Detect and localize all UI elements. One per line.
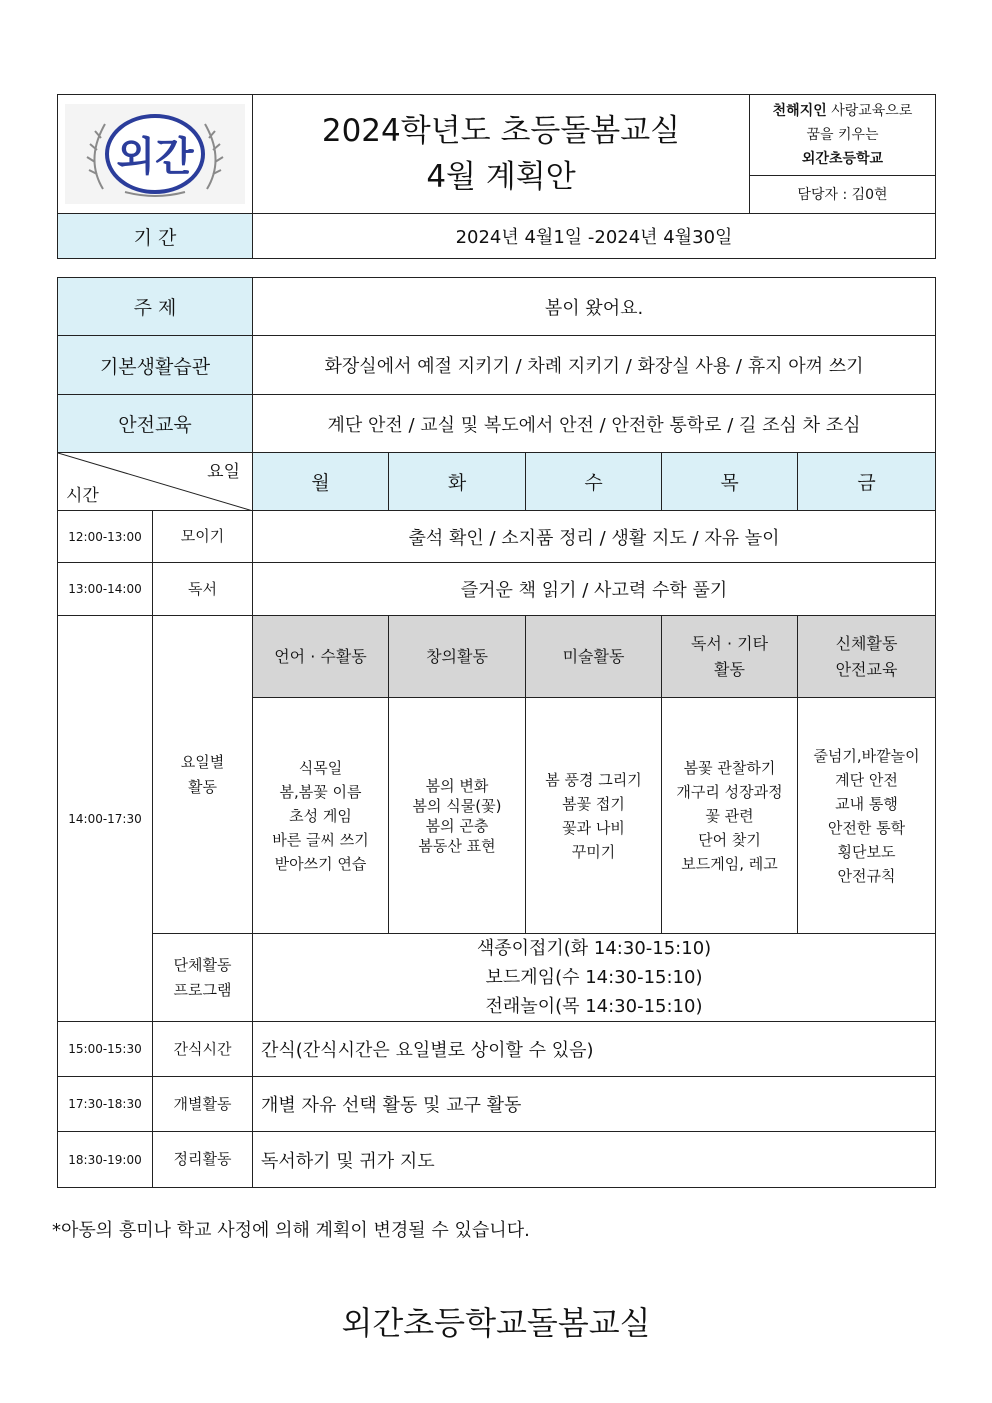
- group-program-item: 보드게임(수 14:30-15:10): [485, 967, 703, 988]
- category-fri-line2: 안전교육: [835, 659, 898, 679]
- activity-item: 초성 게임: [289, 806, 352, 825]
- motto-cell: [750, 95, 936, 176]
- time-snack: 15:00-15:30: [58, 1022, 153, 1077]
- activity-item: 꾸미기: [571, 842, 616, 861]
- day-thu: 목: [662, 453, 798, 511]
- activity-item: 꽃과 나비: [562, 818, 625, 837]
- activity-item: 단어 찾기: [698, 830, 761, 849]
- activity-item: 개구리 성장과정: [676, 782, 783, 801]
- time-daily: 14:00-17:30: [58, 616, 153, 1022]
- group-programs: [253, 934, 936, 1022]
- name-daily-line1: 요일별: [180, 752, 225, 771]
- day-wed: 수: [526, 453, 662, 511]
- time-gathering: 12:00-13:00: [58, 511, 153, 563]
- activity-item: 식목일: [298, 758, 343, 777]
- habit-value: 화장실에서 예절 지키기 / 차례 지키기 / 화장실 사용 / 휴지 아껴 쓰기: [253, 336, 936, 395]
- content-snack: 간식(간식시간은 요일별로 상이할 수 있음): [253, 1022, 936, 1077]
- group-line1: 단체활동: [173, 955, 232, 974]
- logo-text: 외간: [116, 134, 194, 180]
- name-daily-line2: 활동: [188, 777, 217, 796]
- school-logo-cell: [58, 95, 253, 214]
- activities-mon: [253, 698, 389, 934]
- name-individual: 개별활동: [153, 1077, 253, 1132]
- safety-label: 안전교육: [58, 395, 253, 453]
- activities-wed: [526, 698, 662, 934]
- group-program-item: 전래놀이(목 14:30-15:10): [485, 996, 703, 1017]
- activity-item: 안전규칙: [837, 866, 896, 885]
- day-time-corner: [58, 453, 253, 511]
- content-individual: 개별 자유 선택 활동 및 교구 활동: [253, 1077, 936, 1132]
- day-fri: 금: [798, 453, 936, 511]
- category-fri: [798, 616, 936, 698]
- category-mon-line1: 언어 · 수활동: [274, 646, 367, 666]
- name-reading: 독서: [153, 563, 253, 616]
- activity-item: 받아쓰기 연습: [274, 854, 367, 873]
- plan-subtitle: 4월 계획안: [426, 159, 576, 195]
- name-gathering: 모이기: [153, 511, 253, 563]
- footer-school-name: 외간초등학교돌봄교실: [341, 1304, 651, 1342]
- safety-value: 계단 안전 / 교실 및 복도에서 안전 / 안전한 통학로 / 길 조심 차 조심: [253, 395, 936, 453]
- category-tue: [389, 616, 526, 698]
- activity-item: 교내 통행: [835, 794, 898, 813]
- activity-item: 보드게임, 레고: [681, 854, 778, 873]
- category-wed: [526, 616, 662, 698]
- school-logo: [65, 104, 245, 204]
- activity-item: 봄동산 표현: [418, 836, 496, 855]
- activity-item: 봄꽃 접기: [562, 794, 625, 813]
- activity-item: 봄꽃 관찰하기: [683, 758, 776, 777]
- activities-thu: [662, 698, 798, 934]
- activity-item: 봄의 식물(꽃): [412, 796, 502, 815]
- activities-fri: [798, 698, 936, 934]
- time-cleanup: 18:30-19:00: [58, 1132, 153, 1188]
- activity-item: 봄 풍경 그리기: [545, 770, 642, 789]
- category-tue-line1: 창의활동: [426, 646, 488, 666]
- time-reading: 13:00-14:00: [58, 563, 153, 616]
- period-label: 기 간: [58, 214, 253, 259]
- header-table: [57, 94, 936, 259]
- theme-label: 주 제: [58, 278, 253, 336]
- corner-day-label: 요일: [207, 462, 240, 482]
- category-thu-line1: 독서 · 기타: [690, 633, 769, 653]
- group-program-item: 색종이접기(화 14:30-15:10): [476, 938, 712, 959]
- category-thu: [662, 616, 798, 698]
- motto-bold: 천해지인: [772, 102, 827, 119]
- habit-label: 기본생활습관: [58, 336, 253, 395]
- change-note: *아동의 흥미나 학교 사정에 의해 계획이 변경될 수 있습니다.: [52, 1220, 530, 1241]
- corner-time-label: 시간: [66, 486, 99, 506]
- category-thu-line2: 활동: [714, 659, 745, 679]
- motto-school: 외간초등학교: [801, 150, 884, 167]
- manager-label: 담당자 : 김0현: [750, 175, 936, 213]
- content-gathering: 출석 확인 / 소지품 정리 / 생활 지도 / 자유 놀이: [253, 511, 936, 563]
- activities-tue: [389, 698, 526, 934]
- title-cell: [253, 95, 750, 214]
- category-mon: [253, 616, 389, 698]
- motto-line1: [750, 99, 935, 123]
- name-cleanup: 정리활동: [153, 1132, 253, 1188]
- motto-rest: 사랑교육으로: [826, 102, 913, 119]
- motto-line2: 꿈을 키우는: [806, 126, 879, 143]
- name-group-program: [153, 934, 253, 1022]
- plan-table: [57, 277, 936, 1188]
- category-wed-line1: 미술활동: [562, 646, 625, 666]
- activity-item: 안전한 통학: [827, 818, 906, 837]
- plan-title: 2024학년도 초등돌봄교실: [321, 113, 681, 149]
- activity-item: 줄넘기,바깥놀이: [813, 746, 920, 765]
- day-mon: 월: [253, 453, 389, 511]
- activity-item: 횡단보도: [837, 842, 896, 861]
- activity-item: 꽃 관련: [705, 806, 754, 825]
- name-daily: [153, 616, 253, 934]
- activity-item: 바른 글씨 쓰기: [272, 830, 369, 849]
- period-value: 2024년 4월1일 -2024년 4월30일: [253, 214, 936, 259]
- content-reading: 즐거운 책 읽기 / 사고력 수학 풀기: [253, 563, 936, 616]
- activity-item: 봄의 곤충: [425, 816, 489, 835]
- group-line2: 프로그램: [173, 980, 232, 999]
- time-individual: 17:30-18:30: [58, 1077, 153, 1132]
- activity-item: 봄,봄꽃 이름: [279, 782, 362, 801]
- day-tue: 화: [389, 453, 526, 511]
- category-fri-line1: 신체활동: [835, 633, 898, 653]
- activity-item: 계단 안전: [835, 770, 898, 789]
- theme-value: 봄이 왔어요.: [253, 278, 936, 336]
- name-snack: 간식시간: [153, 1022, 253, 1077]
- activity-item: 봄의 변화: [425, 776, 489, 795]
- content-cleanup: 독서하기 및 귀가 지도: [253, 1132, 936, 1188]
